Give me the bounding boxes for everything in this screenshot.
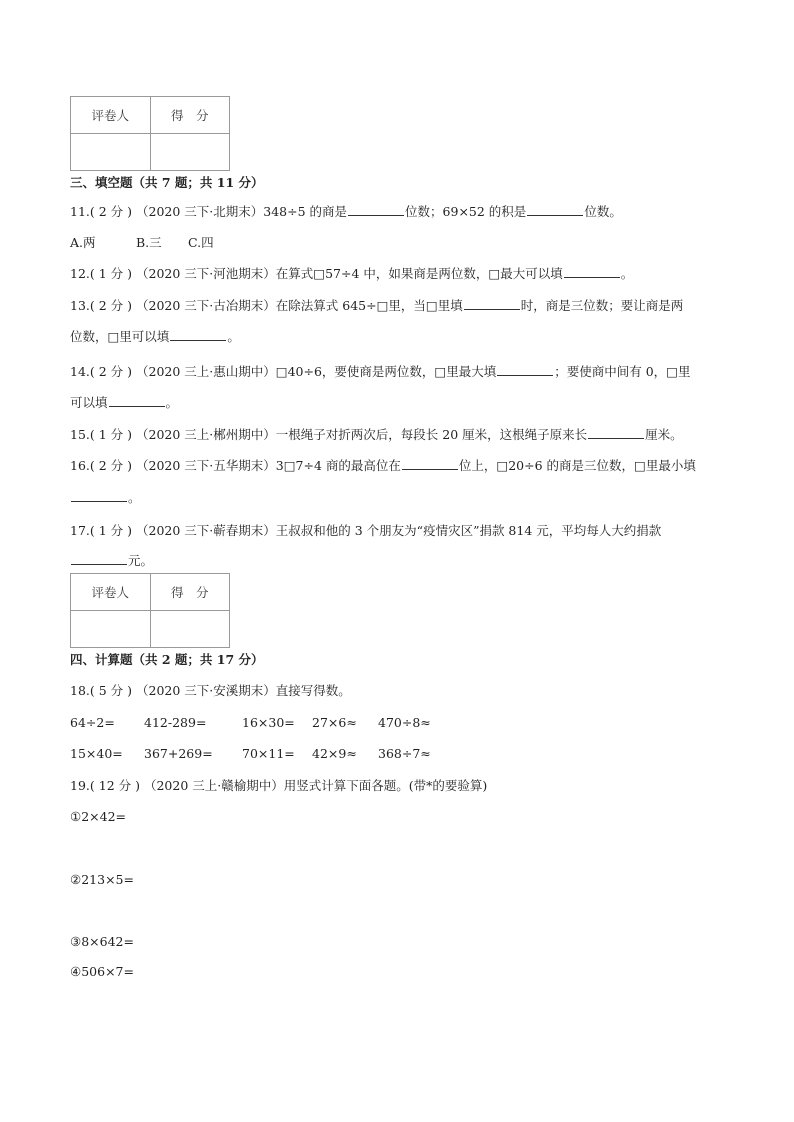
answer-blank[interactable] — [588, 426, 644, 439]
grader-label: 评卷人 — [71, 574, 151, 611]
answer-blank[interactable] — [109, 394, 165, 407]
answer-blank[interactable] — [71, 552, 127, 565]
answer-blank[interactable] — [170, 328, 226, 341]
answer-blank[interactable] — [348, 203, 404, 216]
answer-blank[interactable] — [71, 489, 127, 502]
question-16: 16.( 2 分 ) （2020 三下·五华期末）3□7÷4 商的最高位在 位上，□20÷6 的商是三位数，□里最小填 — [70, 458, 696, 473]
question-18: 18.( 5 分 ) （2020 三下·安溪期末）直接写得数。 — [70, 683, 351, 698]
score-label: 得 分 — [150, 97, 230, 134]
calc-item: 16×30= — [242, 715, 295, 730]
question-14: 14.( 2 分 ) （2020 三上·惠山期中）□40÷6，要使商是两位数，□里最大填 ；要使商中间有 0，□里 — [70, 364, 691, 379]
question-15: 15.( 1 分 ) （2020 三上·郴州期中）一根绳子对折两次后，每段长 20 厘米，这根绳子原来长 厘米。 — [70, 427, 683, 442]
score-cell[interactable] — [150, 611, 230, 648]
question-12: 12.( 1 分 ) （2020 三下·河池期末）在算式□57÷4 中，如果商是两位数，□最大可以填 。 — [70, 266, 634, 281]
calc-row — [70, 745, 431, 763]
calc-item: ④506×7= — [70, 964, 134, 979]
score-table — [70, 573, 230, 648]
question-17: 17.( 1 分 ) （2020 三下·蕲春期末）王叔叔和他的 3 个朋友为“疫情灾区”捐款 814 元，平均每人大约捐款 — [70, 523, 662, 538]
answer-blank[interactable] — [527, 203, 583, 216]
grader-label: 评卷人 — [71, 97, 151, 134]
calc-item: 27×6≈ — [312, 715, 357, 730]
calc-item: ①2×42= — [70, 809, 127, 824]
score-label: 得 分 — [150, 574, 230, 611]
section-heading: 四、计算题（共 2 题；共 17 分） — [70, 652, 264, 667]
calc-item: 15×40= — [70, 746, 123, 761]
question-11: 11.( 2 分 ) （2020 三下·北期末）348÷5 的商是 位数；69×52 的积是 位数。 — [70, 204, 622, 219]
calc-row — [70, 714, 431, 732]
calc-item: 412-289= — [144, 715, 207, 730]
answer-blank[interactable] — [564, 265, 620, 278]
question-19: 19.( 12 分 ) （2020 三上·赣榆期中）用竖式计算下面各题。(带*的要验算) — [70, 778, 488, 793]
grader-cell[interactable] — [71, 611, 151, 648]
score-table — [70, 96, 230, 171]
calc-item: 42×9≈ — [312, 746, 357, 761]
answer-blank[interactable] — [464, 297, 520, 310]
score-cell[interactable] — [150, 134, 230, 171]
calc-item: 64÷2= — [70, 715, 115, 730]
calc-item: 470÷8≈ — [378, 715, 431, 730]
option-a[interactable]: A.两 — [70, 235, 96, 250]
section-heading: 三、填空题（共 7 题；共 11 分） — [70, 175, 264, 190]
calc-item: 367+269= — [144, 746, 213, 761]
calc-item: ③8×642= — [70, 934, 134, 949]
answer-blank[interactable] — [402, 457, 458, 470]
calc-item: 368÷7≈ — [378, 746, 431, 761]
calc-item: 70×11= — [242, 746, 295, 761]
grader-cell[interactable] — [71, 134, 151, 171]
question-13: 13.( 2 分 ) （2020 三下·古冶期末）在除法算式 645÷□里，当□里填 时，商是三位数；要让商是两 — [70, 298, 684, 313]
answer-blank[interactable] — [497, 363, 553, 376]
calc-item: ②213×5= — [70, 872, 134, 887]
option-b[interactable]: B.三 — [136, 235, 162, 250]
option-c[interactable]: C.四 — [188, 235, 214, 250]
options-list — [70, 234, 214, 252]
